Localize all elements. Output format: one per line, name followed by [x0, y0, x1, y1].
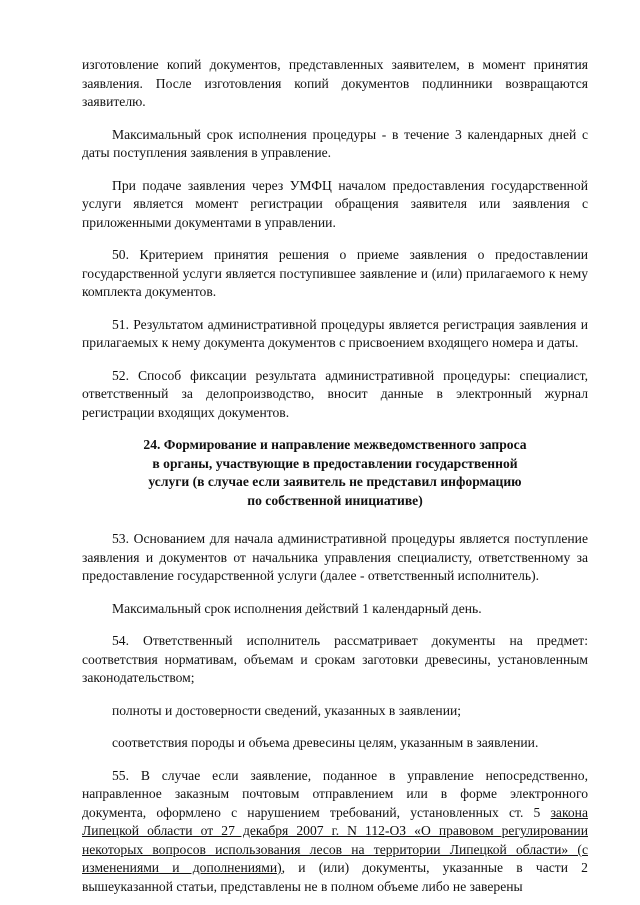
- paragraph-55-text-end: , и (или) документы, указанные в части 2 вышеуказанной статьи, представлены не в полном объеме либо не заверены: [82, 860, 588, 894]
- heading-line: по собственной инициативе): [247, 492, 423, 508]
- paragraph-max-term-actions: Максимальный срок исполнения действий 1 календарный день.: [112, 600, 482, 616]
- paragraph-completeness: полноты и достоверности сведений, указанных в заявлении;: [112, 702, 462, 718]
- paragraph-umfc: При подаче заявления через УМФЦ началом предоставления государственной услуги является момент регистрации обращения заявителя или заявления с приложенными документами в управлении.: [82, 177, 588, 230]
- section-heading-24: [82, 436, 588, 510]
- paragraph-max-term: Максимальный срок исполнения процедуры - в течение 3 календарных дней с даты поступления заявления в управление.: [82, 126, 588, 160]
- law-reference-link[interactable]: закона Липецкой области от 27 декабря 2007 г. N 112-ОЗ «О правовом регулировании некоторых вопросов использования лесов на территории Липецкой области» (с изменениями и дополнениями): [82, 804, 588, 875]
- paragraph-species-volume: соответствия породы и объема древесины целям, указанным в заявлении.: [112, 735, 539, 750]
- heading-line: услуги (в случае если заявитель не представил информацию: [148, 474, 522, 489]
- heading-line: в органы, участвующие в предоставлении государственной: [152, 455, 518, 471]
- paragraph-copies: изготовление копий документов, представленных заявителем, в момент принятия заявления. После изготовления копий документов подлинники возвращаются заявителю.: [82, 57, 588, 109]
- paragraph-53: 53. Основанием для начала административной процедуры является поступление заявления и документов от начальника управления специалисту, ответственному за предоставление государственной услуги (далее - ответственный исполнитель).: [82, 531, 588, 583]
- paragraph-52: 52. Способ фиксации результата административной процедуры: специалист, ответственный за делопроизводство, вносит данные в электронный журнал регистрации входящих документов.: [82, 367, 588, 420]
- heading-line: 24. Формирование и направление межведомственного запроса: [143, 437, 527, 452]
- paragraph-55-text-start: 55. В случае если заявление, поданное в управление непосредственно, направленное заказным почтовым отправлением или в форме электронного документа, оформлено с нарушением требований, установленных ст. 5: [82, 767, 588, 820]
- paragraph-50: 50. Критерием принятия решения о приеме заявления о предоставлении государственной услуги является поступившее заявление и (или) прилагаемого к нему комплекта документов.: [82, 247, 588, 299]
- paragraph-55: [82, 767, 588, 897]
- paragraph-51: 51. Результатом административной процедуры является регистрация заявления и прилагаемых к нему документа документов с присвоением входящего номера и даты.: [82, 316, 588, 350]
- paragraph-54: 54. Ответственный исполнитель рассматривает документы на предмет: соответствия нормативам, объемам и срокам заготовки древесины, установленным законодательством;: [82, 633, 588, 685]
